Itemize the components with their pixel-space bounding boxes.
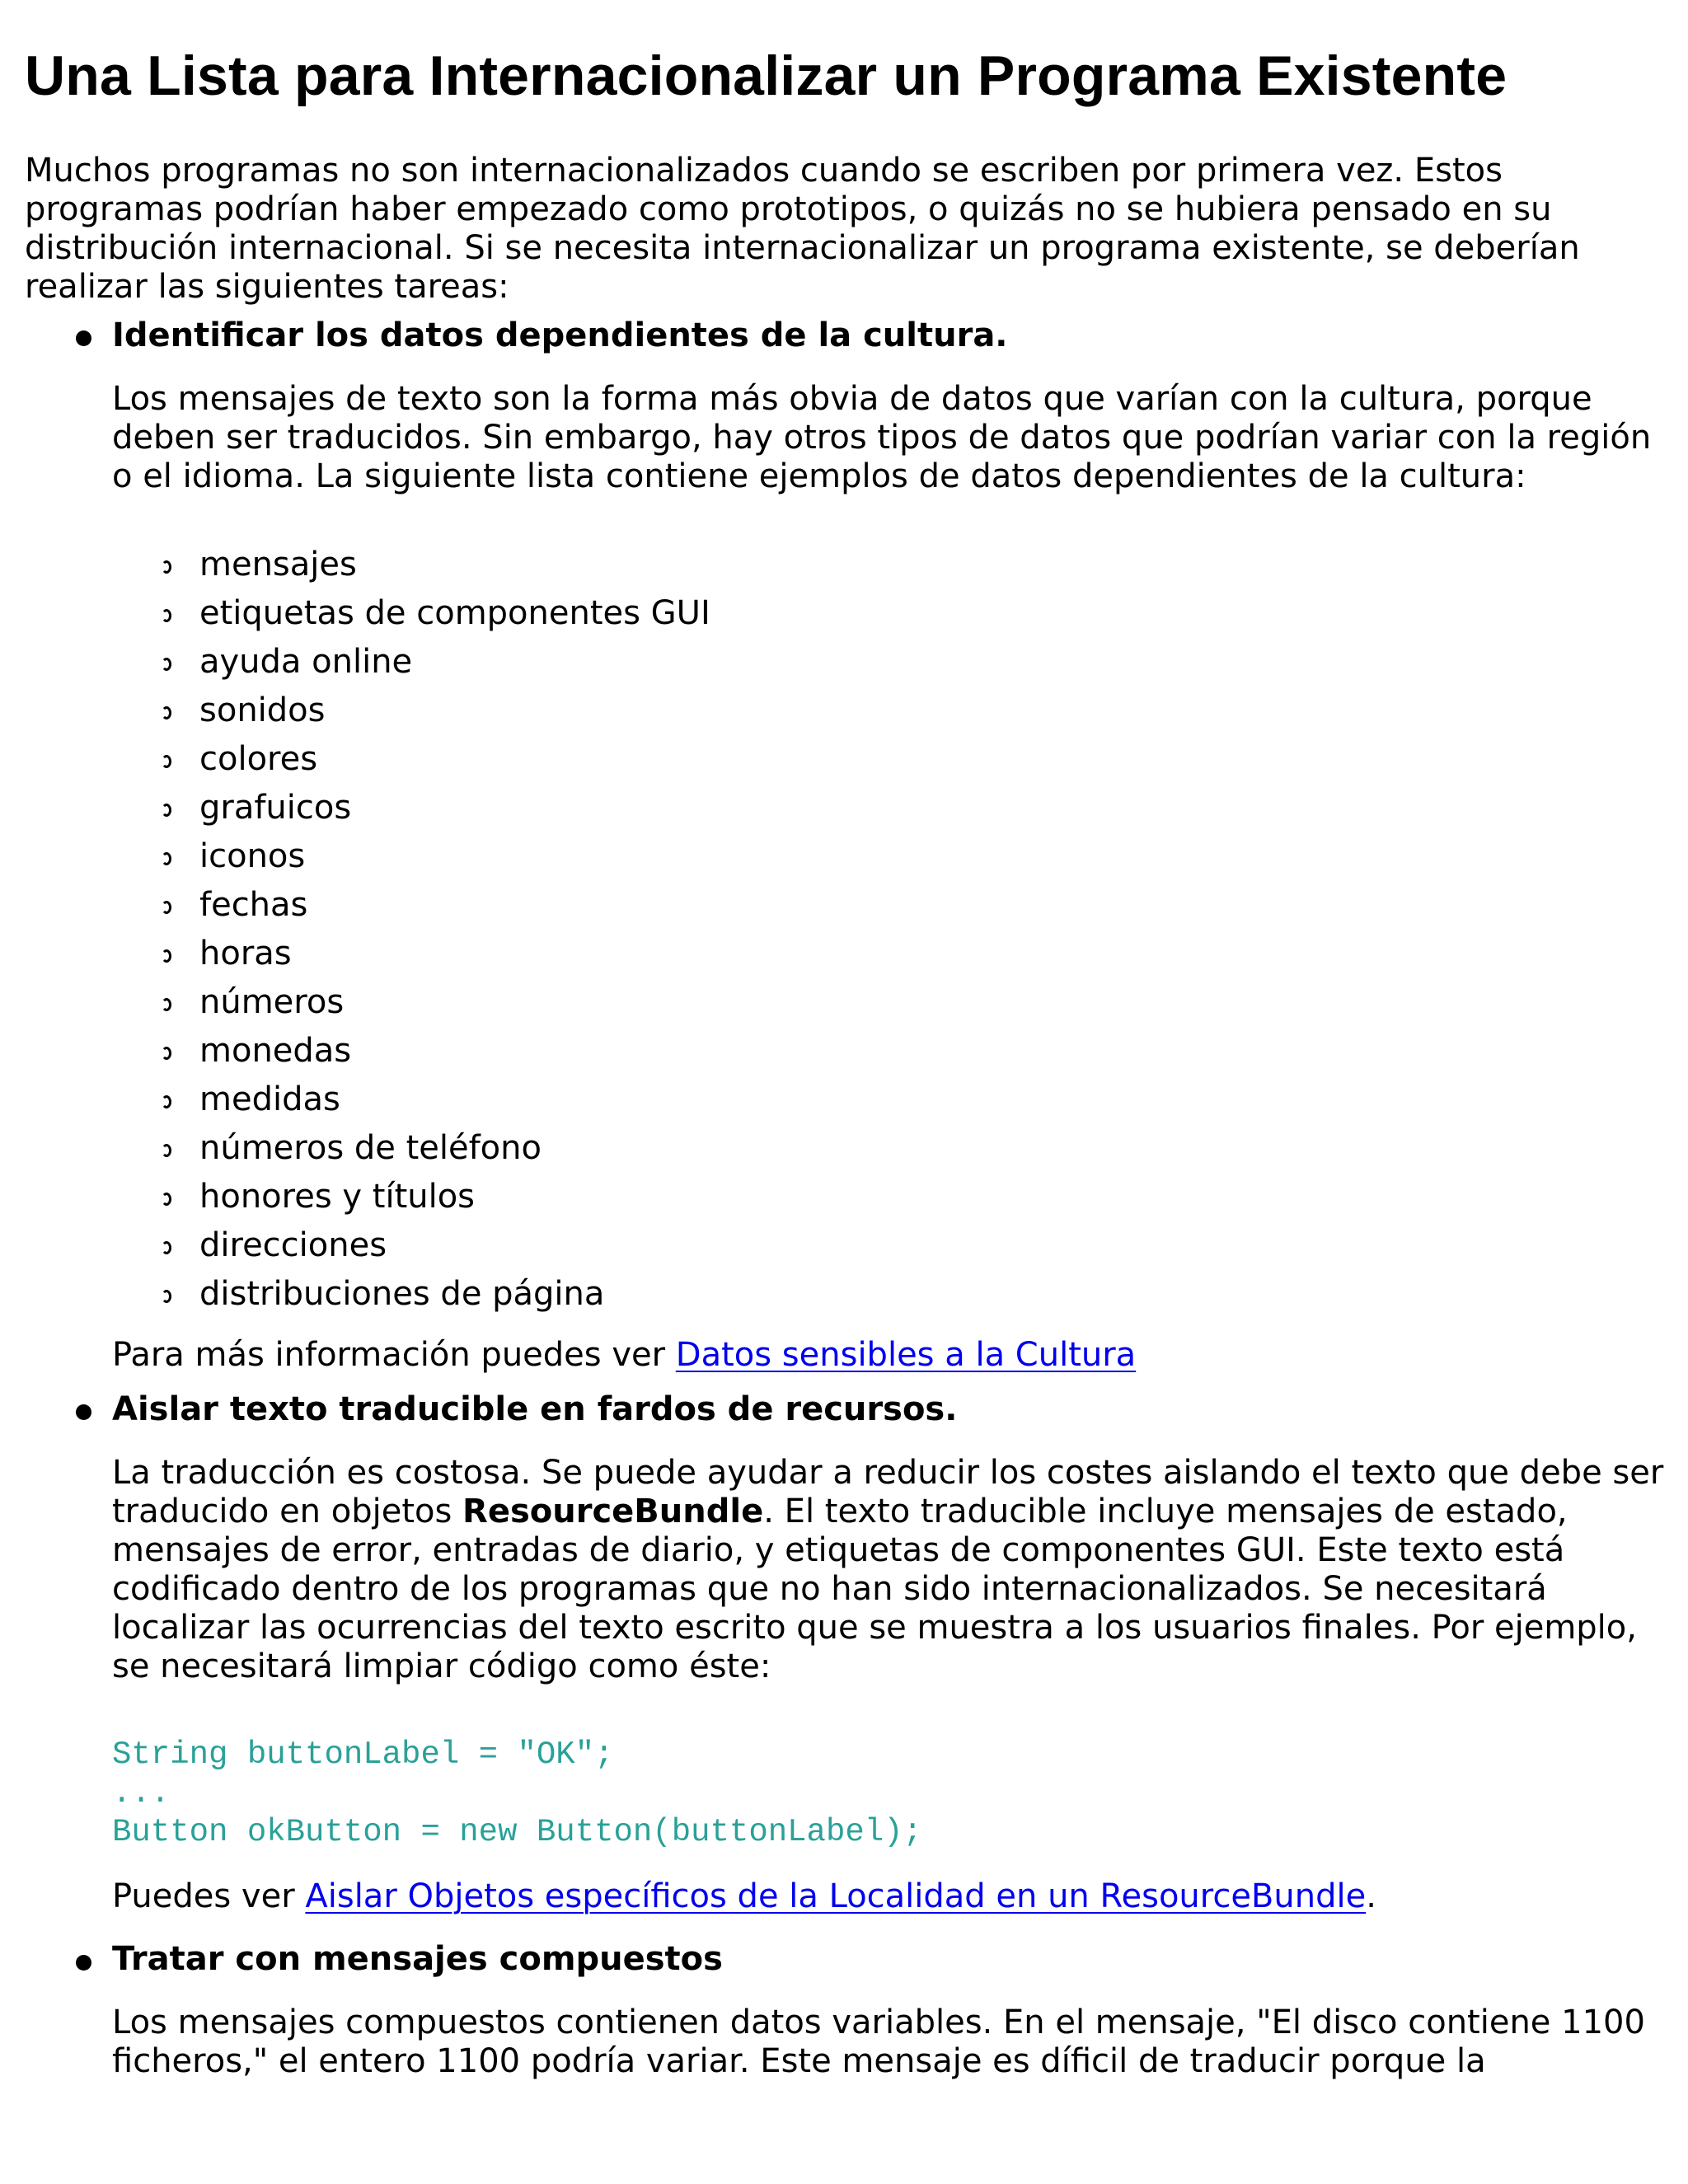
code-line: String buttonLabel = "OK"; — [112, 1736, 614, 1773]
list-item-label: honores y títulos — [199, 1178, 476, 1216]
list-item-label: ayuda online — [199, 643, 413, 681]
list-item-label: sonidos — [199, 691, 326, 729]
section2-see-also — [112, 1877, 1670, 1916]
section2-heading: Aislar texto traducible en fardos de recursos. — [112, 1390, 958, 1428]
section1-heading: Identificar los datos dependientes de la cultura. — [112, 316, 1008, 354]
circle-bullet-icon — [162, 1047, 171, 1060]
circle-bullet-icon — [162, 1241, 171, 1254]
bullet-icon — [76, 330, 91, 346]
bullet-icon — [76, 1404, 91, 1420]
circle-bullet-icon — [162, 1290, 171, 1303]
see-also-suffix: . — [1366, 1877, 1376, 1915]
isolate-locale-objects-link[interactable]: Aislar Objetos específicos de la Localidad en un ResourceBundle — [305, 1877, 1367, 1915]
section2-body — [112, 1454, 1670, 1686]
more-info-text: Para más información puedes ver — [112, 1336, 676, 1374]
list-item-label: números de teléfono — [199, 1129, 542, 1167]
circle-bullet-icon — [162, 852, 171, 865]
circle-bullet-icon — [162, 901, 171, 914]
section1-more-info — [112, 1336, 1670, 1375]
circle-bullet-icon — [162, 706, 171, 719]
circle-bullet-icon — [162, 658, 171, 671]
list-item-label: números — [199, 983, 345, 1021]
page-title: Una Lista para Internacionalizar un Programa Existente — [25, 45, 1507, 107]
list-item-label: fechas — [199, 886, 308, 924]
list-item-label: direcciones — [199, 1226, 387, 1264]
see-also-text: Puedes ver — [112, 1877, 306, 1915]
section2-body-part1: La traducción es costosa. Se puede ayudar a reducir los costes aislando el texto que debe ser traducido en objetos — [112, 1454, 1664, 1530]
section3-body: Los mensajes compuestos contienen datos variables. En el mensaje, "El disco contiene 1100 ficheros," el entero 1100 podría variar. Este mensaje es díficil de traducir porque la — [112, 2004, 1645, 2080]
section1-body: Los mensajes de texto son la forma más obvia de datos que varían con la cultura, porque deben ser traducidos. Sin embargo, hay otros tipos de datos que podrían variar con la región o el idioma. La siguiente lista contiene ejemplos de datos dependientes de la cultura: — [112, 380, 1652, 495]
circle-bullet-icon — [162, 998, 171, 1011]
circle-bullet-icon — [162, 949, 171, 963]
circle-bullet-icon — [162, 1193, 171, 1206]
bullet-icon — [76, 1955, 91, 1971]
circle-bullet-icon — [162, 609, 171, 622]
circle-bullet-icon — [162, 1095, 171, 1108]
section3-heading: Tratar con mensajes compuestos — [112, 1940, 723, 1978]
circle-bullet-icon — [162, 560, 171, 574]
list-item-label: colores — [199, 740, 318, 778]
code-line: ... — [112, 1775, 171, 1811]
section2-body-part2: . El texto traducible incluye mensajes de estado, mensajes de error, entradas de diario, y etiquetas de componentes GUI. Este texto está codificado dentro de los programas que no han sido internacionalizados. Se necesitará localizar las ocurrencias del texto escrito que se muestra a los usuarios finales. Por ejemplo, se necesitará limpiar código como éste: — [112, 1493, 1637, 1685]
list-item-label: mensajes — [199, 546, 357, 583]
circle-bullet-icon — [162, 1144, 171, 1157]
list-item-label: horas — [199, 935, 292, 972]
intro-paragraph: Muchos programas no son internacionalizados cuando se escriben por primera vez. Estos programas podrían haber empezado como prototipos, o quizás no se hubiera pensado en su distribución internacional. Si se necesita internacionalizar un programa existente, se deberían realizar las siguientes tareas: — [25, 152, 1580, 306]
circle-bullet-icon — [162, 755, 171, 768]
culture-sensitive-data-link[interactable]: Datos sensibles a la Cultura — [675, 1336, 1137, 1374]
list-item-label: etiquetas de componentes GUI — [199, 594, 710, 632]
code-line: Button okButton = new Button(buttonLabel); — [112, 1814, 922, 1850]
list-item-label: medidas — [199, 1080, 340, 1118]
resourcebundle-term: ResourceBundle — [462, 1493, 764, 1530]
list-item-label: monedas — [199, 1032, 352, 1070]
code-example — [112, 1736, 922, 1852]
list-item-label: grafuicos — [199, 789, 352, 827]
circle-bullet-icon — [162, 804, 171, 817]
list-item-label: iconos — [199, 837, 306, 875]
list-item-label: distribuciones de página — [199, 1275, 605, 1313]
